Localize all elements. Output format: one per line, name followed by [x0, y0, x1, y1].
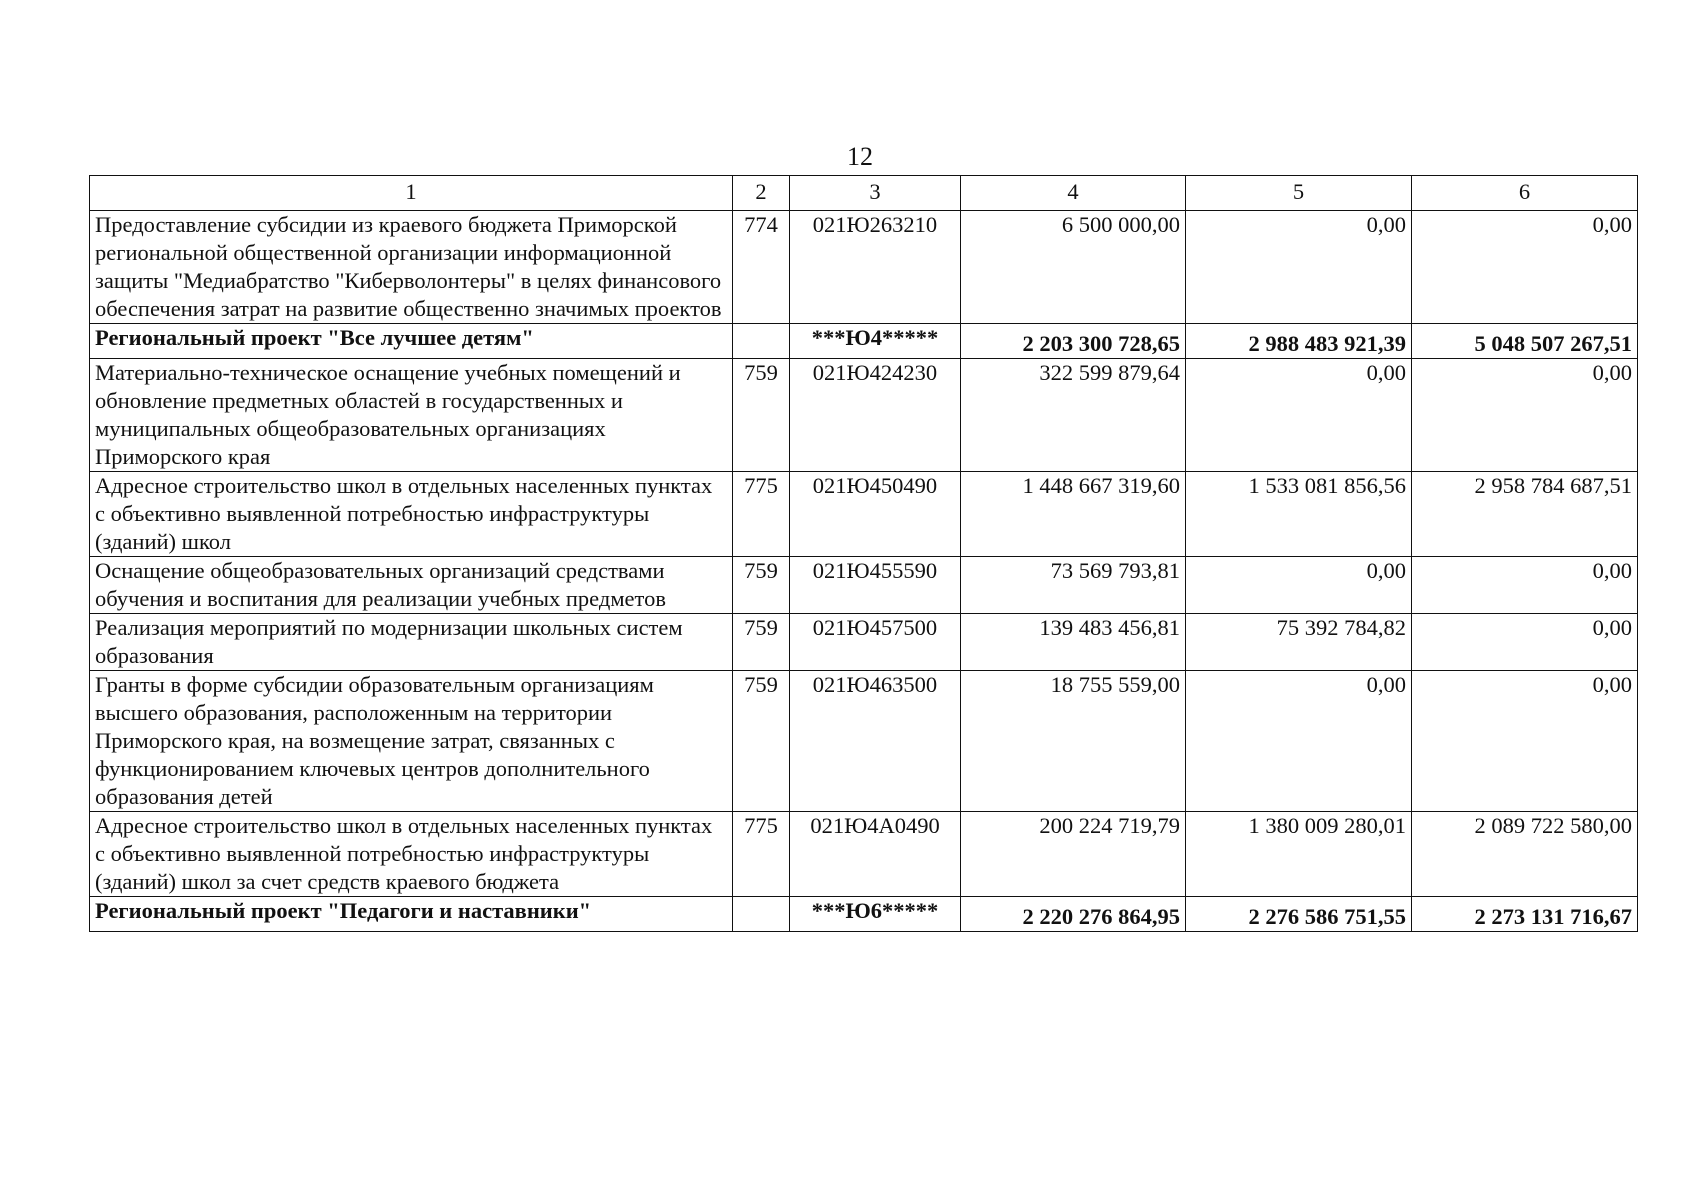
row-name-cell: Адресное строительство школ в отдельных населенных пунктах с объективно выявленной потребностью инфраструктуры (зданий) школ — [90, 472, 733, 557]
column-header-6: 6 — [1412, 176, 1638, 211]
table-row — [90, 557, 1638, 614]
row-amount-col5-cell: 0,00 — [1186, 557, 1412, 614]
row-department-code-cell: 775 — [733, 812, 790, 897]
row-amount-col5-cell: 1 533 081 856,56 — [1186, 472, 1412, 557]
row-amount-col5-cell: 75 392 784,82 — [1186, 614, 1412, 671]
row-amount-col6-cell: 0,00 — [1412, 211, 1638, 324]
row-name-cell: Адресное строительство школ в отдельных населенных пунктах с объективно выявленной потребностью инфраструктуры (зданий) школ за счет средств краевого бюджета — [90, 812, 733, 897]
column-header-3: 3 — [790, 176, 961, 211]
row-amount-col6-cell: 2 089 722 580,00 — [1412, 812, 1638, 897]
table-body — [90, 211, 1638, 932]
row-amount-col6-cell: 0,00 — [1412, 557, 1638, 614]
row-amount-col5-cell: 0,00 — [1186, 359, 1412, 472]
row-department-code-cell: 759 — [733, 359, 790, 472]
row-name-cell: Региональный проект "Все лучшее детям" — [90, 324, 733, 359]
page-number: 12 — [847, 142, 873, 171]
table-row-section-total — [90, 897, 1638, 932]
row-name-cell: Оснащение общеобразовательных организаций средствами обучения и воспитания для реализации учебных предметов — [90, 557, 733, 614]
budget-table — [89, 175, 1638, 932]
table-row — [90, 671, 1638, 812]
row-classification-code-cell: ***Ю6***** — [790, 897, 961, 932]
row-classification-code-cell: ***Ю4***** — [790, 324, 961, 359]
row-amount-col5-cell: 0,00 — [1186, 211, 1412, 324]
row-name-cell: Региональный проект "Педагоги и наставники" — [90, 897, 733, 932]
column-header-5: 5 — [1186, 176, 1412, 211]
row-name-cell: Гранты в форме субсидии образовательным организациям высшего образования, расположенным на территории Приморского края, на возмещение затрат, связанных с функционированием ключевых центров дополнительного образования детей — [90, 671, 733, 812]
row-amount-col4-cell: 322 599 879,64 — [961, 359, 1186, 472]
table-row-section-total — [90, 324, 1638, 359]
row-amount-col6-cell: 0,00 — [1412, 359, 1638, 472]
row-amount-col5-cell: 2 276 586 751,55 — [1186, 897, 1412, 932]
row-amount-col6-cell: 2 273 131 716,67 — [1412, 897, 1638, 932]
row-classification-code-cell: 021Ю450490 — [790, 472, 961, 557]
row-amount-col6-cell: 0,00 — [1412, 614, 1638, 671]
row-amount-col5-cell: 1 380 009 280,01 — [1186, 812, 1412, 897]
row-department-code-cell: 775 — [733, 472, 790, 557]
row-amount-col4-cell: 73 569 793,81 — [961, 557, 1186, 614]
row-amount-col4-cell: 2 220 276 864,95 — [961, 897, 1186, 932]
column-number-row — [90, 176, 1638, 211]
row-classification-code-cell: 021Ю455590 — [790, 557, 961, 614]
row-department-code-cell: 759 — [733, 671, 790, 812]
row-department-code-cell: 759 — [733, 557, 790, 614]
column-header-1: 1 — [90, 176, 733, 211]
row-amount-col5-cell: 0,00 — [1186, 671, 1412, 812]
row-name-cell: Материально-техническое оснащение учебных помещений и обновление предметных областей в государственных и муниципальных общеобразовательных организациях Приморского края — [90, 359, 733, 472]
row-amount-col5-cell: 2 988 483 921,39 — [1186, 324, 1412, 359]
row-amount-col4-cell: 2 203 300 728,65 — [961, 324, 1186, 359]
row-department-code-cell — [733, 897, 790, 932]
row-amount-col4-cell: 1 448 667 319,60 — [961, 472, 1186, 557]
row-amount-col4-cell: 6 500 000,00 — [961, 211, 1186, 324]
row-classification-code-cell: 021Ю4А0490 — [790, 812, 961, 897]
row-classification-code-cell: 021Ю263210 — [790, 211, 961, 324]
row-amount-col6-cell: 5 048 507 267,51 — [1412, 324, 1638, 359]
row-name-cell: Предоставление субсидии из краевого бюджета Приморской региональной общественной организации информационной защиты "Медиабратство "Киберволонтеры" в целях финансового обеспечения затрат на развитие общественно значимых проектов — [90, 211, 733, 324]
table-row — [90, 614, 1638, 671]
row-department-code-cell: 759 — [733, 614, 790, 671]
table-row — [90, 472, 1638, 557]
row-amount-col6-cell: 2 958 784 687,51 — [1412, 472, 1638, 557]
row-name-cell: Реализация мероприятий по модернизации школьных систем образования — [90, 614, 733, 671]
row-department-code-cell: 774 — [733, 211, 790, 324]
table-row — [90, 359, 1638, 472]
row-classification-code-cell: 021Ю463500 — [790, 671, 961, 812]
row-classification-code-cell: 021Ю457500 — [790, 614, 961, 671]
row-amount-col4-cell: 139 483 456,81 — [961, 614, 1186, 671]
column-header-4: 4 — [961, 176, 1186, 211]
row-amount-col4-cell: 200 224 719,79 — [961, 812, 1186, 897]
row-amount-col6-cell: 0,00 — [1412, 671, 1638, 812]
column-header-2: 2 — [733, 176, 790, 211]
table-row — [90, 812, 1638, 897]
row-classification-code-cell: 021Ю424230 — [790, 359, 961, 472]
row-amount-col4-cell: 18 755 559,00 — [961, 671, 1186, 812]
table-row — [90, 211, 1638, 324]
row-department-code-cell — [733, 324, 790, 359]
